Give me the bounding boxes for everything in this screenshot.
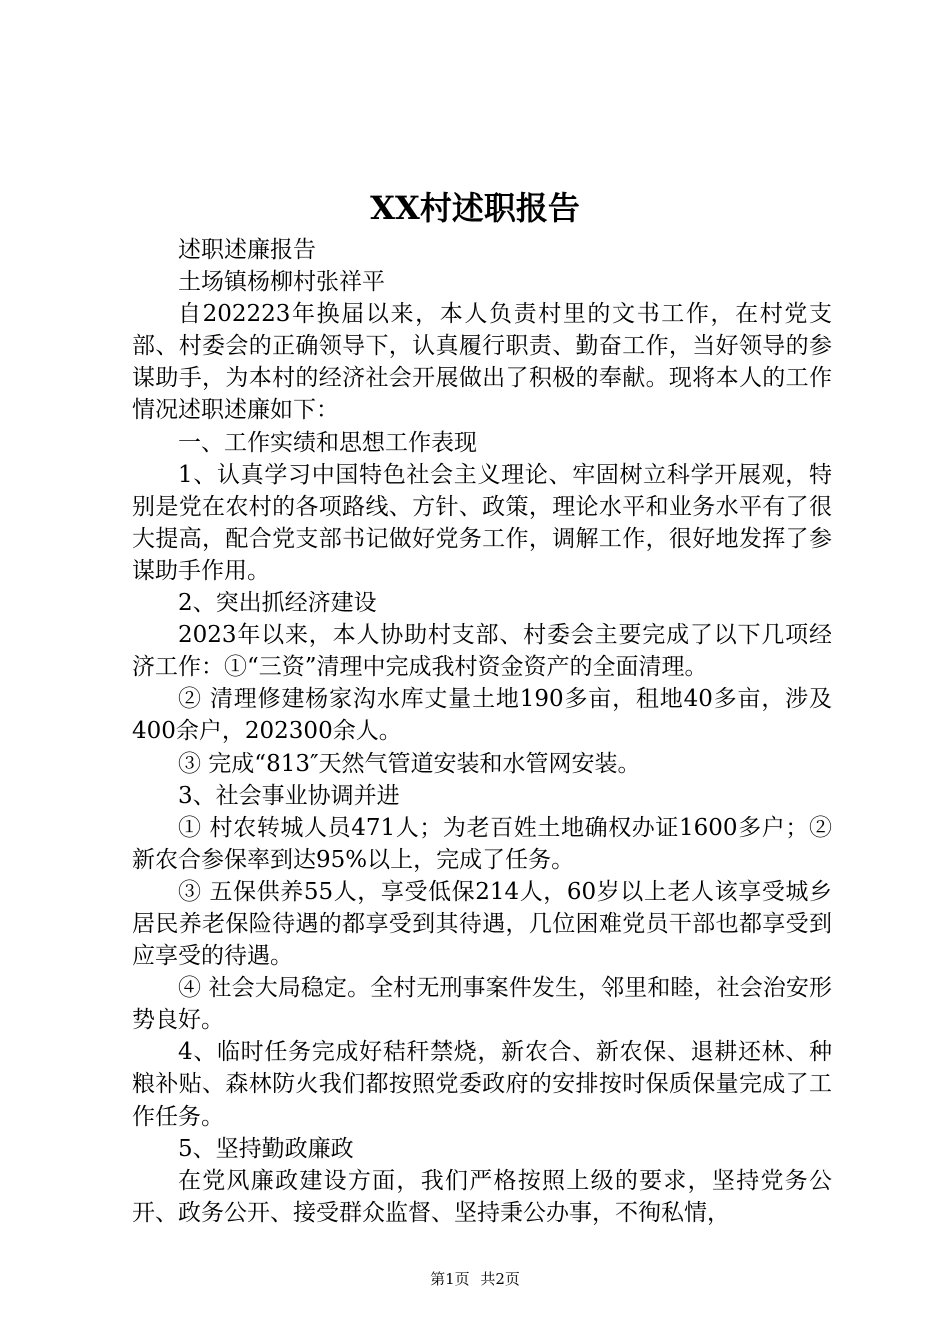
- page-total: 共2页: [480, 1270, 520, 1288]
- paragraph: 一、工作实绩和思想工作表现: [178, 429, 477, 456]
- paragraph: 土场镇杨柳村张祥平: [178, 269, 385, 296]
- paragraph: 1、认真学习中国特色社会主义理论、牢固树立科学开展观，特别是党在农村的各项路线、方针、政策，理论水平和业务水平有了很大提高，配合党支部书记做好党务工作，调解工作，很好地发挥了参谋助手作用。: [132, 461, 832, 584]
- paragraph: 自202223年换届以来，本人负责村里的文书工作，在村党支部、村委会的正确领导下，认真履行职责、勤奋工作，当好领导的参谋助手，为本村的经济社会开展做出了积极的奉献。现将本人的工作情况述职述廉如下：: [132, 301, 832, 424]
- paragraph: 2023年以来，本人协助村支部、村委会主要完成了以下几项经济工作：①“三资”清理中完成我村资金资产的全面清理。: [132, 622, 832, 681]
- paragraph: 在党风廉政建设方面，我们严格按照上级的要求，坚持党务公开、政务公开、接受群众监督、坚持秉公办事，不徇私情，: [132, 1167, 832, 1226]
- paragraph: 述职述廉报告: [178, 237, 316, 263]
- paragraph: ④ 社会大局稳定。全村无刑事案件发生，邻里和睦，社会治安形势良好。: [132, 975, 832, 1034]
- paragraph: 5、坚持勤政廉政: [178, 1135, 354, 1162]
- paragraph: 2、突出抓经济建设: [178, 590, 377, 617]
- page-footer: [0, 1268, 950, 1289]
- paragraph: ① 村农转城人员471人；为老百姓土地确权办证1600多户；②新农合参保率到达95%以上，完成了任务。: [132, 814, 832, 873]
- paragraph: ③ 完成“813″天然气管道安装和水管网安装。: [178, 750, 641, 777]
- paragraph: 3、社会事业协调并进: [178, 782, 400, 809]
- paragraph: 4、临时任务完成好秸秆禁烧，新农合、新农保、退耕还林、种粮补贴、森林防火我们都按照党委政府的安排按时保质保量完成了工作任务。: [132, 1039, 832, 1130]
- paragraph: ② 清理修建杨家沟水库丈量土地190多亩，租地40多亩，涉及400余户，202300余人。: [132, 686, 832, 745]
- paragraph: ③ 五保供养55人，享受低保214人，60岁以上老人该享受城乡居民养老保险待遇的都享受到其待遇，几位困难党员干部也都享受到应享受的待遇。: [132, 878, 832, 970]
- document-body: [132, 234, 832, 1229]
- document-title: XX村述职报告: [370, 189, 580, 227]
- page-current: 第1页: [430, 1270, 470, 1288]
